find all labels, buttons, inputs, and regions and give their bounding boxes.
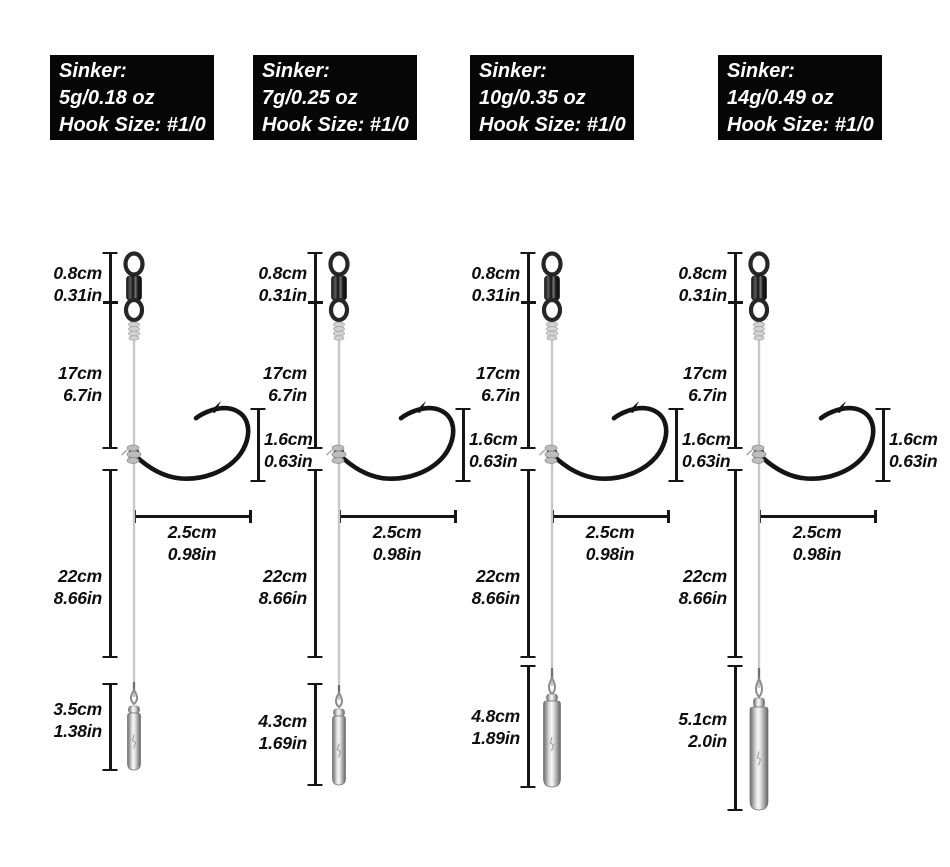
measure-line-swivel-upper bbox=[734, 253, 737, 448]
swivel-length-label: 0.8cm 0.31in bbox=[678, 263, 727, 305]
sinker-length-label: 4.3cm 1.69in bbox=[258, 711, 307, 753]
spec-weight: 14g/0.49 oz bbox=[727, 87, 834, 109]
lower-line-length-label: 22cm 8.66in bbox=[258, 566, 307, 608]
rig-column bbox=[667, 0, 938, 867]
upper-line-length-label: 17cm 6.7in bbox=[476, 363, 520, 405]
lower-line-length-label: 22cm 8.66in bbox=[53, 566, 102, 608]
spec-weight: 10g/0.35 oz bbox=[479, 87, 586, 109]
hook-width-label: 2.5cm 0.98in bbox=[372, 522, 422, 564]
spec-hook-size: Hook Size: #1/0 bbox=[479, 114, 626, 136]
measure-line-lower bbox=[314, 470, 317, 657]
upper-line-length-label: 17cm 6.7in bbox=[263, 363, 307, 405]
hook-width-label: 2.5cm 0.98in bbox=[167, 522, 217, 564]
line-knot bbox=[547, 322, 558, 340]
hook-knot bbox=[747, 445, 767, 464]
measure-tick bbox=[103, 301, 118, 304]
hook-gap-label: 1.6cm 0.63in bbox=[264, 429, 313, 471]
measure-bracket-hook-width bbox=[134, 515, 251, 518]
dropshot-weight-icon bbox=[128, 682, 141, 770]
spec-title: Sinker: bbox=[727, 60, 795, 82]
spec-title: Sinker: bbox=[479, 60, 547, 82]
hook-knot bbox=[540, 445, 560, 464]
measure-bracket-hook-gap bbox=[882, 409, 885, 481]
dropshot-weight-icon bbox=[750, 668, 768, 810]
sinker-length-label: 5.1cm 2.0in bbox=[678, 709, 727, 751]
measure-tick bbox=[521, 301, 536, 304]
measure-bracket-hook-width bbox=[552, 515, 669, 518]
measure-tick bbox=[728, 301, 743, 304]
line-knot bbox=[334, 322, 345, 340]
barrel-swivel-icon bbox=[544, 254, 561, 341]
fishing-hook-icon bbox=[540, 401, 667, 479]
spec-title: Sinker: bbox=[59, 60, 127, 82]
hook-knot bbox=[122, 445, 142, 464]
barrel-swivel-icon bbox=[331, 254, 348, 341]
sinker-length-label: 4.8cm 1.89in bbox=[471, 706, 520, 748]
dropshot-weight-icon bbox=[333, 685, 346, 785]
lower-line-length-label: 22cm 8.66in bbox=[471, 566, 520, 608]
measure-bracket-sinker bbox=[314, 684, 317, 785]
measure-bracket-sinker bbox=[109, 684, 112, 770]
line-knot bbox=[129, 322, 140, 340]
barrel-swivel-icon bbox=[751, 254, 768, 341]
measure-line-swivel-upper bbox=[314, 253, 317, 448]
hook-gap-label: 1.6cm 0.63in bbox=[469, 429, 518, 471]
spec-weight: 7g/0.25 oz bbox=[262, 87, 358, 109]
measure-bracket-hook-width bbox=[759, 515, 876, 518]
sinker-length-label: 3.5cm 1.38in bbox=[53, 699, 102, 741]
measure-line-lower bbox=[527, 470, 530, 657]
hook-gap-label: 1.6cm 0.63in bbox=[682, 429, 731, 471]
measure-tick bbox=[308, 301, 323, 304]
hook-gap-label: 1.6cm 0.63in bbox=[889, 429, 938, 471]
spec-hook-size: Hook Size: #1/0 bbox=[727, 114, 874, 136]
spec-title: Sinker: bbox=[262, 60, 330, 82]
hook-width-label: 2.5cm 0.98in bbox=[585, 522, 635, 564]
fishing-hook-icon bbox=[327, 401, 454, 479]
swivel-length-label: 0.8cm 0.31in bbox=[258, 263, 307, 305]
measure-bracket-hook-width bbox=[339, 515, 456, 518]
barrel-swivel-icon bbox=[126, 254, 143, 341]
measure-line-swivel-upper bbox=[527, 253, 530, 448]
upper-line-length-label: 17cm 6.7in bbox=[683, 363, 727, 405]
measure-line-lower bbox=[109, 470, 112, 657]
upper-line-length-label: 17cm 6.7in bbox=[58, 363, 102, 405]
dropshot-weight-icon bbox=[544, 668, 561, 787]
fishing-hook-icon bbox=[122, 401, 249, 479]
hook-knot bbox=[327, 445, 347, 464]
spec-weight: 5g/0.18 oz bbox=[59, 87, 155, 109]
measure-line-swivel-upper bbox=[109, 253, 112, 448]
measure-bracket-sinker bbox=[734, 666, 737, 810]
spec-hook-size: Hook Size: #1/0 bbox=[59, 114, 206, 136]
measure-bracket-sinker bbox=[527, 666, 530, 787]
hook-width-label: 2.5cm 0.98in bbox=[792, 522, 842, 564]
swivel-length-label: 0.8cm 0.31in bbox=[53, 263, 102, 305]
fishing-hook-icon bbox=[747, 401, 874, 479]
swivel-length-label: 0.8cm 0.31in bbox=[471, 263, 520, 305]
lower-line-length-label: 22cm 8.66in bbox=[678, 566, 727, 608]
spec-hook-size: Hook Size: #1/0 bbox=[262, 114, 409, 136]
measure-line-lower bbox=[734, 470, 737, 657]
line-knot bbox=[754, 322, 765, 340]
